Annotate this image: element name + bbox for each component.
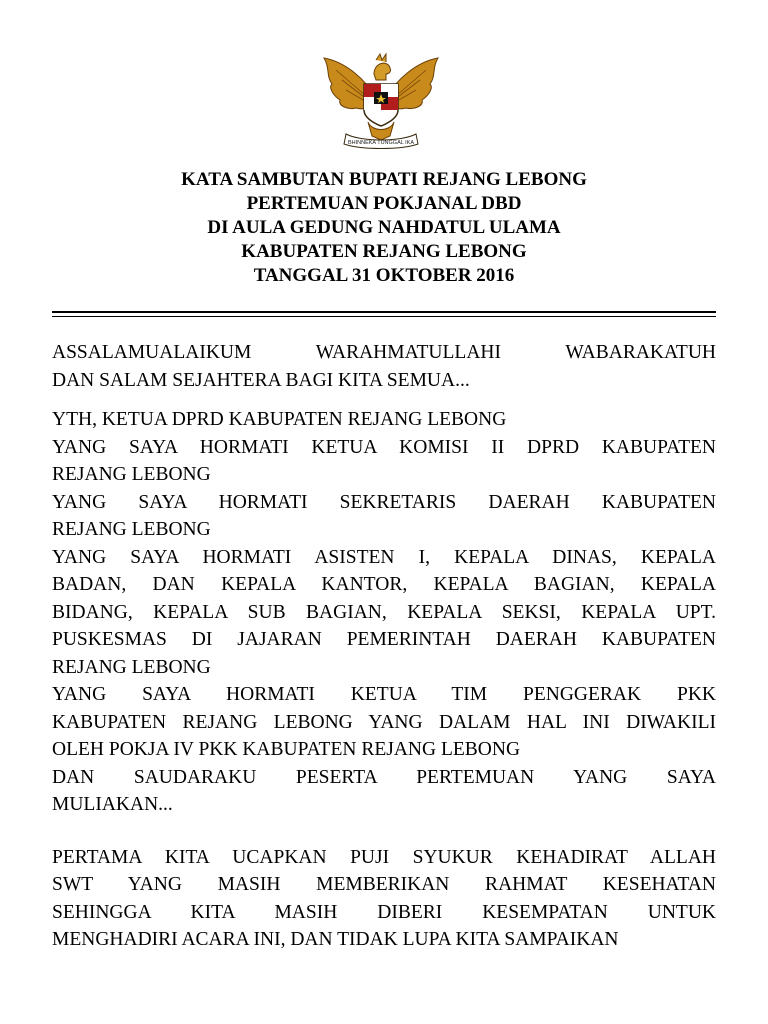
title-line: KATA SAMBUTAN BUPATI REJANG LEBONG (181, 169, 587, 190)
salutations (52, 406, 716, 819)
salutation-line: YANG SAYA HORMATI SEKRETARIS DAERAH KABUPATEN (52, 491, 716, 513)
salutation-line: YTH, KETUA DPRD KABUPATEN REJANG LEBONG (52, 409, 507, 430)
salutation-line: BIDANG, KEPALA SUB BAGIAN, KEPALA SEKSI, KEPALA UPT. (52, 601, 716, 623)
salutation-line: REJANG LEBONG (52, 464, 211, 485)
text-line: MENGHADIRI ACARA INI, DAN TIDAK LUPA KITA SAMPAIKAN (52, 929, 619, 950)
text-line: SEHINGGA KITA MASIH DIBERI KESEMPATAN UNTUK (52, 901, 716, 923)
svg-text:BHINNEKA TUNGGAL IKA: BHINNEKA TUNGGAL IKA (347, 140, 415, 146)
salutation-line: BADAN, DAN KEPALA KANTOR, KEPALA BAGIAN, KEPALA (52, 574, 716, 595)
title-line: KABUPATEN REJANG LEBONG (241, 241, 527, 262)
salutation-line: YANG SAYA HORMATI ASISTEN I, KEPALA DINAS, KEPALA (52, 546, 716, 568)
text-line: ASSALAMUALAIKUM WARAHMATULLAHI WABARAKATUH (52, 342, 716, 363)
salutation-line: REJANG LEBONG (52, 519, 211, 540)
text-line: PERTAMA KITA UCAPKAN PUJI SYUKUR KEHADIRAT ALLAH (52, 846, 716, 868)
garuda-emblem-icon (316, 50, 446, 150)
title-line: DI AULA GEDUNG NAHDATUL ULAMA (207, 217, 561, 238)
greeting-paragraph (52, 339, 716, 394)
opening-paragraph (52, 844, 716, 954)
salutation-line: REJANG LEBONG (52, 656, 211, 678)
text-line: SWT YANG MASIH MEMBERIKAN RAHMAT KESEHATAN (52, 874, 716, 895)
salutation-line: DAN SAUDARAKU PESERTA PERTEMUAN YANG SAYA (52, 766, 716, 788)
text-line: DAN SALAM SEJAHTERA BAGI KITA SEMUA... (52, 369, 470, 391)
salutation-line: MULIAKAN... (52, 794, 173, 815)
speech-body (52, 339, 716, 954)
title-date: TANGGAL 31 OKTOBER 2016 (253, 265, 515, 286)
salutation-line: KABUPATEN REJANG LEBONG YANG DALAM HAL INI DIWAKILI (52, 711, 716, 733)
salutation-line: YANG SAYA HORMATI KETUA TIM PENGGERAK PKK (52, 684, 716, 705)
title-line: PERTEMUAN POKJANAL DBD (246, 193, 522, 214)
salutation-line: PUSKESMAS DI JAJARAN PEMERINTAH DAERAH KABUPATEN (52, 629, 716, 650)
header-divider (52, 311, 716, 313)
salutation-line: YANG SAYA HORMATI KETUA KOMISI II DPRD KABUPATEN (52, 436, 716, 458)
header-divider-thin (52, 316, 716, 317)
salutation-line: OLEH POKJA IV PKK KABUPATEN REJANG LEBONG (52, 739, 521, 760)
document-title (0, 168, 768, 288)
